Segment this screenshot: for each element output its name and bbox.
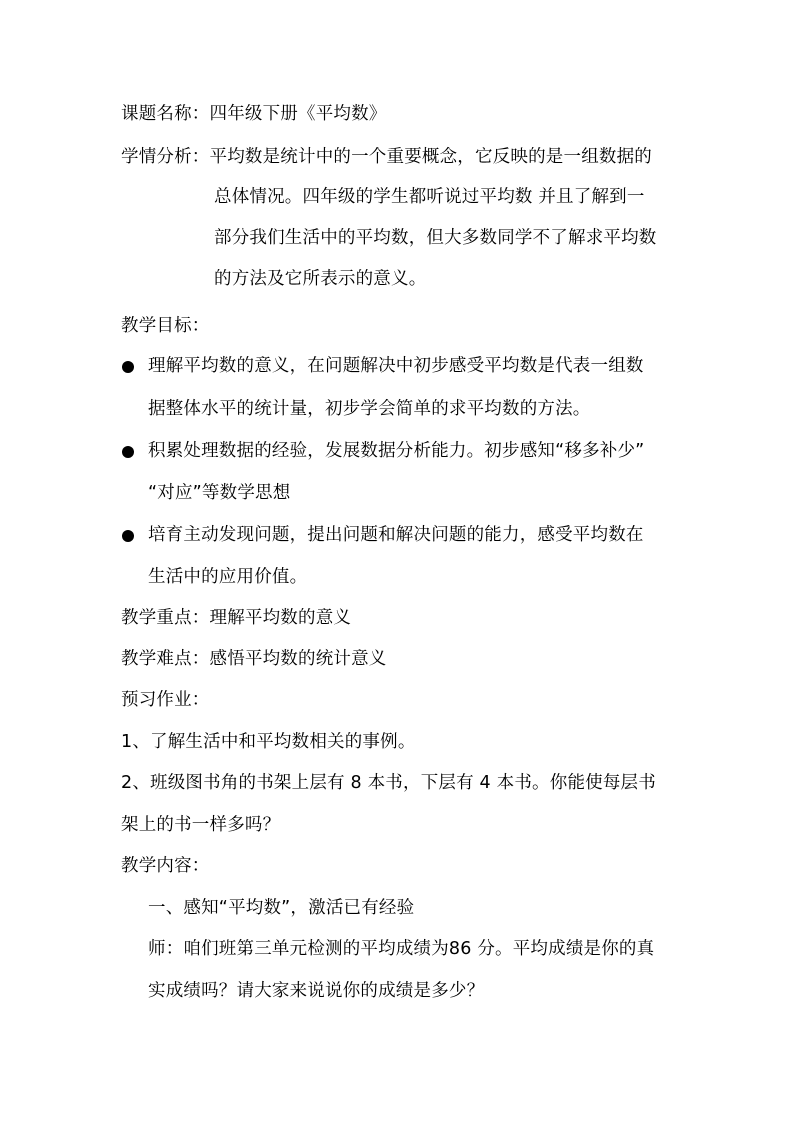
- objective-1-line-1: 理解平均数的意义，在问题解决中初步感受平均数是代表一组数: [148, 356, 644, 376]
- preview-item-2-line-1: 2、班级图书角的书架上层有 8 本书，下层有 4 本书。你能使每层书: [121, 773, 656, 793]
- preview-item-1: 1、了解生活中和平均数相关的事例。: [121, 732, 416, 752]
- section-1-title: 一、感知“平均数”，激活已有经验: [148, 898, 415, 918]
- bullet-icon: [122, 446, 134, 458]
- bullet-icon: [122, 361, 134, 373]
- teacher-line-2: 实成绩吗？请大家来说说你的成绩是多少？: [148, 981, 485, 1001]
- analysis-line-1: 学情分析：平均数是统计中的一个重要概念，它反映的是一组数据的: [121, 147, 652, 167]
- analysis-line-4: 的方法及它所表示的意义。: [214, 269, 427, 289]
- difficulty: 教学难点：感悟平均数的统计意义: [121, 649, 387, 669]
- lesson-title: 课题名称：四年级下册《平均数》: [121, 104, 387, 124]
- analysis-line-2: 总体情况。四年级的学生都听说过平均数 并且了解到一: [214, 187, 645, 207]
- content-heading: 教学内容：: [121, 856, 210, 876]
- objective-2-line-1: 积累处理数据的经验，发展数据分析能力。初步感知“移多补少”: [148, 441, 645, 461]
- teacher-line-1: 师：咱们班第三单元检测的平均成绩为86 分。平均成绩是你的真: [148, 939, 655, 959]
- objective-3-line-2: 生活中的应用价值。: [148, 567, 308, 587]
- bullet-icon: [122, 530, 134, 542]
- key-point: 教学重点：理解平均数的意义: [121, 608, 352, 628]
- objective-3-line-1: 培育主动发现问题，提出问题和解决问题的能力，感受平均数在: [148, 525, 644, 545]
- preview-item-2-line-2: 架上的书一样多吗？: [121, 815, 281, 835]
- objectives-heading: 教学目标：: [121, 316, 210, 336]
- objective-2-line-2: “对应”等数学思想: [148, 483, 291, 503]
- objective-1-line-2: 据整体水平的统计量，初步学会简单的求平均数的方法。: [148, 399, 591, 419]
- preview-heading: 预习作业：: [121, 690, 210, 710]
- analysis-line-3: 部分我们生活中的平均数，但大多数同学不了解求平均数: [214, 228, 657, 248]
